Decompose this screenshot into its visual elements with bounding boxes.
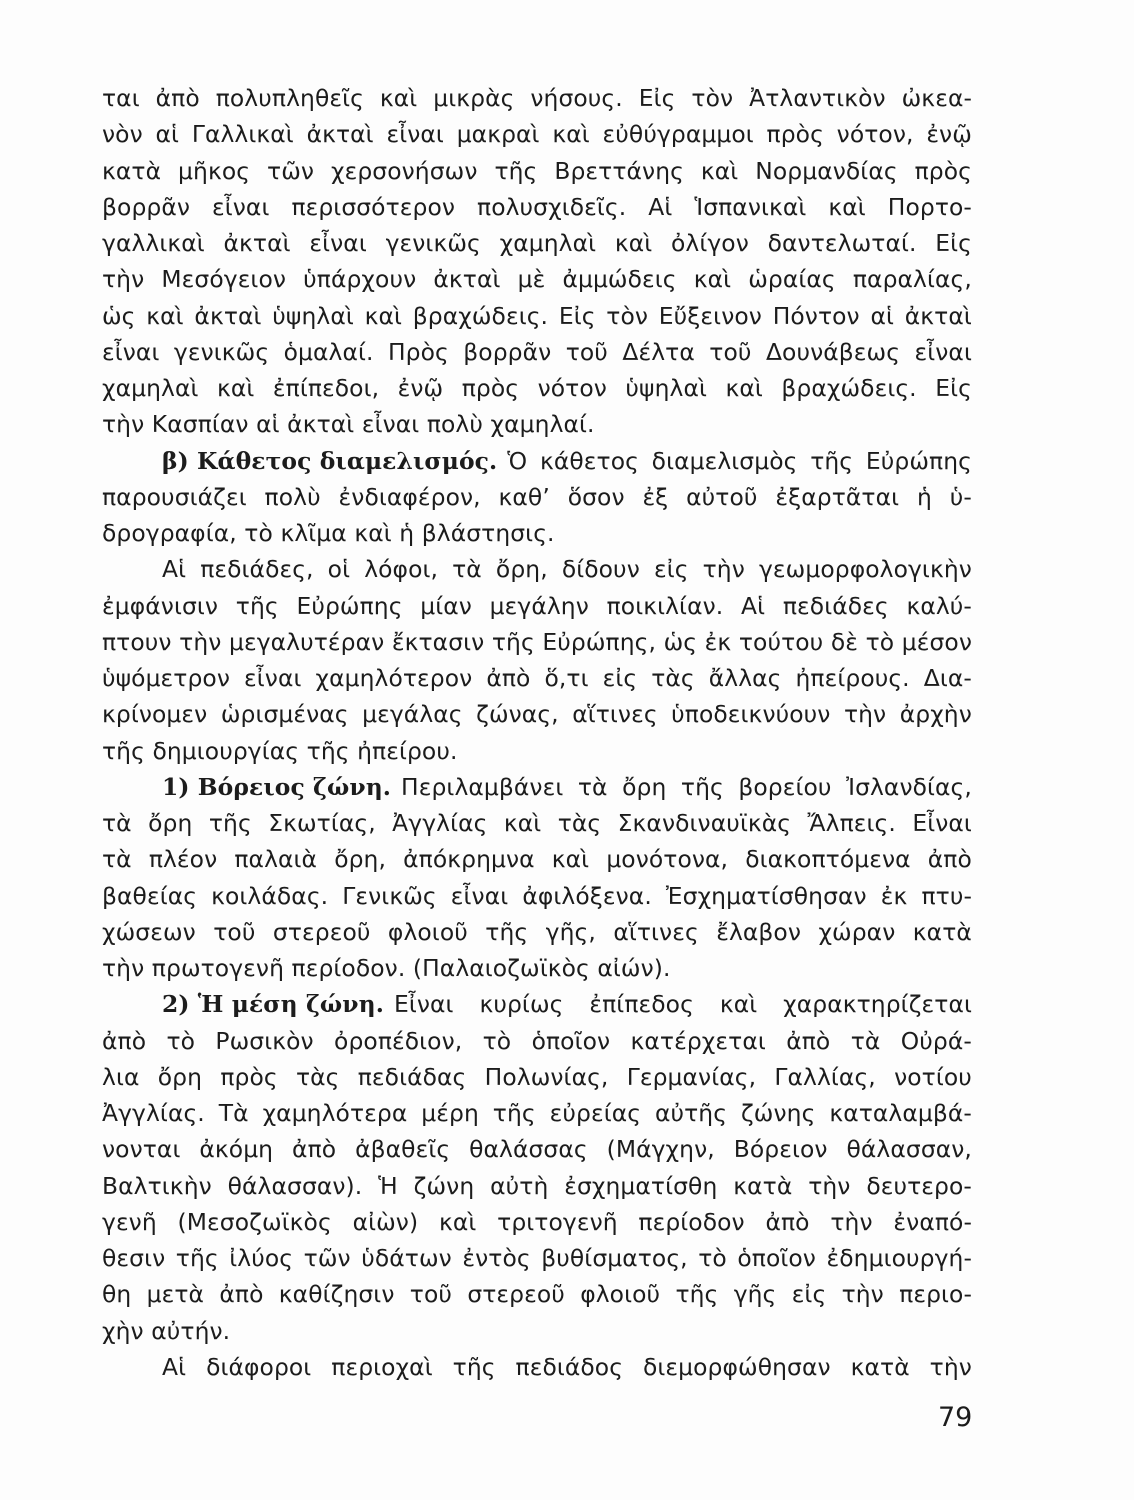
page-number: 79 bbox=[938, 1402, 973, 1433]
text-line bbox=[102, 1204, 972, 1240]
text-line bbox=[102, 406, 972, 442]
text-line bbox=[102, 950, 972, 986]
line-text: νὸν αἱ Γαλλικαὶ ἀκταὶ εἶναι μακραὶ καὶ εὐθύγραμμοι πρὸς νότον, ἐνῷ bbox=[102, 120, 972, 149]
text-line bbox=[102, 805, 972, 841]
text-line bbox=[102, 1168, 972, 1204]
line-text: λια ὄρη πρὸς τὰς πεδιάδας Πολωνίας, Γερμανίας, Γαλλίας, νοτίου bbox=[102, 1062, 972, 1091]
text-line bbox=[102, 334, 972, 370]
line-text: γενῆ (Μεσοζωϊκὸς αἰὼν) καὶ τριτογενῆ περίοδον ἀπὸ τὴν ἐναπό- bbox=[102, 1207, 972, 1236]
text-line bbox=[102, 1276, 972, 1312]
text-line bbox=[102, 733, 972, 769]
text-line bbox=[102, 479, 972, 515]
text-line bbox=[102, 696, 972, 732]
line-text: ται ἀπὸ πολυπληθεῖς καὶ μικρὰς νήσους. Εἰς τὸν Ἀτλαντικὸν ὠκεα- bbox=[102, 84, 972, 112]
line-text: τὴν Κασπίαν αἱ ἀκταὶ εἶναι πολὺ χαμηλαί. bbox=[102, 410, 595, 439]
line-text: Περιλαμβάνει τὰ ὄρη τῆς βορείου Ἰσλανδίας, bbox=[401, 772, 972, 801]
text-line bbox=[102, 1131, 972, 1167]
text-line bbox=[102, 1313, 972, 1349]
line-text: ἀπὸ τὸ Ρωσικὸν ὀροπέδιον, τὸ ὁποῖον κατέρχεται ἀπὸ τὰ Οὐρά- bbox=[102, 1026, 972, 1055]
line-text: τὴν Μεσόγειον ὑπάρχουν ἀκταὶ μὲ ἀμμώδεις καὶ ὡραίας παραλίας, bbox=[102, 265, 972, 294]
line-text: παρουσιάζει πολὺ ἐνδιαφέρον, καθ’ ὅσον ἐξ αὐτοῦ ἐξαρτᾶται ἡ ὑ- bbox=[102, 482, 972, 511]
section-heading: 2) Ἡ μέση ζώνη. bbox=[162, 990, 384, 1019]
text-line bbox=[102, 370, 972, 406]
text-line bbox=[102, 986, 972, 1022]
text-line bbox=[102, 225, 972, 261]
body-text bbox=[102, 80, 972, 1385]
text-line bbox=[102, 515, 972, 551]
text-line bbox=[102, 914, 972, 950]
line-text: τῆς δημιουργίας τῆς ἠπείρου. bbox=[102, 736, 458, 765]
line-text: τὰ πλέον παλαιὰ ὄρη, ἀπόκρημνα καὶ μονότονα, διακοπτόμενα ἀπὸ bbox=[102, 845, 972, 874]
text-line bbox=[102, 298, 972, 334]
line-text: χὴν αὐτήν. bbox=[102, 1316, 231, 1345]
line-text: Ὁ κάθετος διαμελισμὸς τῆς Εὐρώπης bbox=[507, 446, 972, 475]
line-text: Εἶναι κυρίως ἐπίπεδος καὶ χαρακτηρίζεται bbox=[393, 990, 972, 1019]
line-text: χώσεων τοῦ στερεοῦ φλοιοῦ τῆς γῆς, αἵτινες ἔλαβον χώραν κατὰ bbox=[102, 917, 972, 946]
section-heading: 1) Βόρειος ζώνη. bbox=[162, 772, 392, 801]
line-text: βαθείας κοιλάδας. Γενικῶς εἶναι ἀφιλόξενα. Ἐσχηματίσθησαν ἐκ πτυ- bbox=[102, 881, 972, 910]
text-line bbox=[102, 1349, 972, 1385]
line-text: πτουν τὴν μεγαλυτέραν ἔκτασιν τῆς Εὐρώπης, ὡς ἐκ τούτου δὲ τὸ μέσον bbox=[102, 627, 972, 656]
line-text: Βαλτικὴν θάλασσαν). Ἡ ζώνη αὐτὴ ἐσχηματίσθη κατὰ τὴν δευτερο- bbox=[102, 1171, 972, 1200]
line-text: Ἀγγλίας. Τὰ χαμηλότερα μέρη τῆς εὐρείας αὐτῆς ζώνης καταλαμβά- bbox=[102, 1099, 972, 1127]
line-text: τὰ ὄρη τῆς Σκωτίας, Ἀγγλίας καὶ τὰς Σκανδιναυϊκὰς Ἄλπεις. Εἶναι bbox=[102, 809, 972, 837]
text-line bbox=[102, 153, 972, 189]
line-text: κρίνομεν ὡρισμένας μεγάλας ζώνας, αἵτινες ὑποδεικνύουν τὴν ἀρχὴν bbox=[102, 700, 972, 729]
line-text: Αἱ διάφοροι περιοχαὶ τῆς πεδιάδος διεμορφώθησαν κατὰ τὴν bbox=[162, 1352, 972, 1381]
text-line bbox=[102, 624, 972, 660]
line-text: θη μετὰ ἀπὸ καθίζησιν τοῦ στερεοῦ φλοιοῦ τῆς γῆς εἰς τὴν περιο- bbox=[102, 1280, 972, 1309]
text-line bbox=[102, 1059, 972, 1095]
line-text: εἶναι γενικῶς ὁμαλαί. Πρὸς βορρᾶν τοῦ Δέλτα τοῦ Δουνάβεως εἶναι bbox=[102, 337, 972, 366]
text-line bbox=[102, 551, 972, 587]
line-text: θεσιν τῆς ἰλύος τῶν ὑδάτων ἐντὸς βυθίσματος, τὸ ὁποῖον ἐδημιουργή- bbox=[102, 1244, 972, 1272]
line-text: ὡς καὶ ἀκταὶ ὑψηλαὶ καὶ βραχώδεις. Εἰς τὸν Εὔξεινον Πόντον αἱ ἀκταὶ bbox=[102, 301, 972, 330]
text-line bbox=[102, 80, 972, 116]
text-line bbox=[102, 588, 972, 624]
section-heading: β) Κάθετος διαμελισμός. bbox=[162, 446, 498, 475]
line-text: βορρᾶν εἶναι περισσότερον πολυσχιδεῖς. Αἱ Ἱσπανικαὶ καὶ Πορτο- bbox=[102, 192, 972, 221]
line-text: χαμηλαὶ καὶ ἐπίπεδοι, ἐνῷ πρὸς νότον ὑψηλαὶ καὶ βραχώδεις. Εἰς bbox=[102, 374, 972, 402]
text-line bbox=[102, 1023, 972, 1059]
line-text: κατὰ μῆκος τῶν χερσονήσων τῆς Βρεττάνης καὶ Νορμανδίας πρὸς bbox=[102, 156, 972, 185]
line-text: τὴν πρωτογενῆ περίοδον. (Παλαιοζωϊκὸς αἰών). bbox=[102, 954, 671, 982]
text-line bbox=[102, 878, 972, 914]
line-text: ἐμφάνισιν τῆς Εὐρώπης μίαν μεγάλην ποικιλίαν. Αἱ πεδιάδες καλύ- bbox=[102, 591, 972, 620]
text-line bbox=[102, 769, 972, 805]
line-text: ὑψόμετρον εἶναι χαμηλότερον ἀπὸ ὅ,τι εἰς τὰς ἄλλας ἠπείρους. Δια- bbox=[102, 664, 972, 692]
text-line bbox=[102, 189, 972, 225]
text-line bbox=[102, 841, 972, 877]
text-line bbox=[102, 443, 972, 479]
line-text: γαλλικαὶ ἀκταὶ εἶναι γενικῶς χαμηλαὶ καὶ ὀλίγον δαντελωταί. Εἰς bbox=[102, 229, 972, 257]
line-text: νονται ἀκόμη ἀπὸ ἀβαθεῖς θαλάσσας (Μάγχην, Βόρειον θάλασσαν, bbox=[102, 1135, 972, 1164]
text-line bbox=[102, 116, 972, 152]
text-line bbox=[102, 660, 972, 696]
line-text: δρογραφία, τὸ κλῖμα καὶ ἡ βλάστησις. bbox=[102, 519, 555, 547]
text-line bbox=[102, 1095, 972, 1131]
text-line bbox=[102, 1240, 972, 1276]
text-line bbox=[102, 261, 972, 297]
line-text: Αἱ πεδιάδες, οἱ λόφοι, τὰ ὄρη, δίδουν εἰς τὴν γεωμορφολογικὴν bbox=[162, 555, 972, 584]
